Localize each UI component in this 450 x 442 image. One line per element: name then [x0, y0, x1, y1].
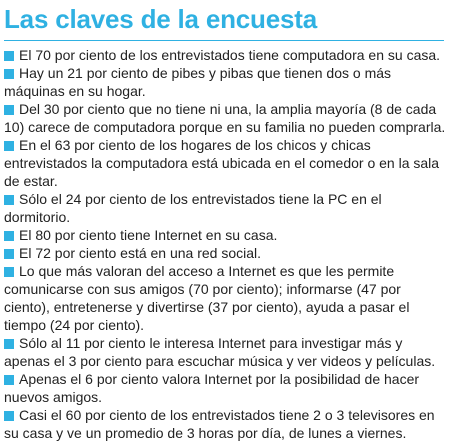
- square-bullet-icon: [4, 105, 14, 115]
- list-item: [4, 46, 446, 64]
- square-bullet-icon: [4, 267, 14, 277]
- list-item: [4, 406, 446, 442]
- list-item: [4, 64, 446, 100]
- survey-key-points-list: [4, 46, 446, 442]
- list-item-text: Apenas el 6 por ciento valora Internet por la posibilidad de hacer nuevos amigos.: [4, 371, 420, 405]
- square-bullet-icon: [4, 339, 14, 349]
- list-item-text: Sólo el 24 por ciento de los entrevistados tiene la PC en el dormitorio.: [4, 191, 382, 225]
- square-bullet-icon: [4, 141, 14, 151]
- list-item-text: El 80 por ciento tiene Internet en su casa.: [19, 227, 278, 243]
- list-item-text: Sólo al 11 por ciento le interesa Internet para investigar más y apenas el 3 por ciento para escuchar música y ver videos y películas.: [4, 335, 436, 369]
- list-item: [4, 244, 446, 262]
- list-item: [4, 100, 446, 136]
- list-item-text: Lo que más valoran del acceso a Internet es que les permite comunicarse con sus amigos (70 por ciento); informarse (47 por ciento), entretenerse y divertirse (37 por ciento), ayuda a pasar el tiempo (24 por ciento).: [4, 263, 410, 333]
- square-bullet-icon: [4, 375, 14, 385]
- list-item-text: Casi el 60 por ciento de los entrevistados tiene 2 o 3 televisores en su casa y ve un promedio de 3 horas por día, de lunes a viernes.: [4, 407, 435, 441]
- list-item: [4, 136, 446, 190]
- square-bullet-icon: [4, 231, 14, 241]
- list-item: [4, 190, 446, 226]
- title-divider: [4, 40, 444, 41]
- list-item-text: El 72 por ciento está en una red social.: [19, 245, 262, 261]
- list-item-text: Hay un 21 por ciento de pibes y pibas que tienen dos o más máquinas en su hogar.: [4, 65, 392, 99]
- list-item: [4, 370, 446, 406]
- list-item: [4, 334, 446, 370]
- list-item: [4, 226, 446, 244]
- square-bullet-icon: [4, 69, 14, 79]
- list-item-text: El 70 por ciento de los entrevistados tiene computadora en su casa.: [19, 47, 441, 63]
- square-bullet-icon: [4, 411, 14, 421]
- square-bullet-icon: [4, 51, 14, 61]
- list-item-text: Del 30 por ciento que no tiene ni una, la amplia mayoría (8 de cada 10) carece de computadora porque en su familia no pueden comprarla.: [4, 101, 446, 135]
- list-item-text: En el 63 por ciento de los hogares de los chicos y chicas entrevistados la computadora está ubicada en el comedor o en la sala de estar.: [4, 137, 440, 189]
- square-bullet-icon: [4, 249, 14, 259]
- square-bullet-icon: [4, 195, 14, 205]
- page-title: Las claves de la encuesta: [4, 4, 317, 34]
- list-item: [4, 262, 446, 334]
